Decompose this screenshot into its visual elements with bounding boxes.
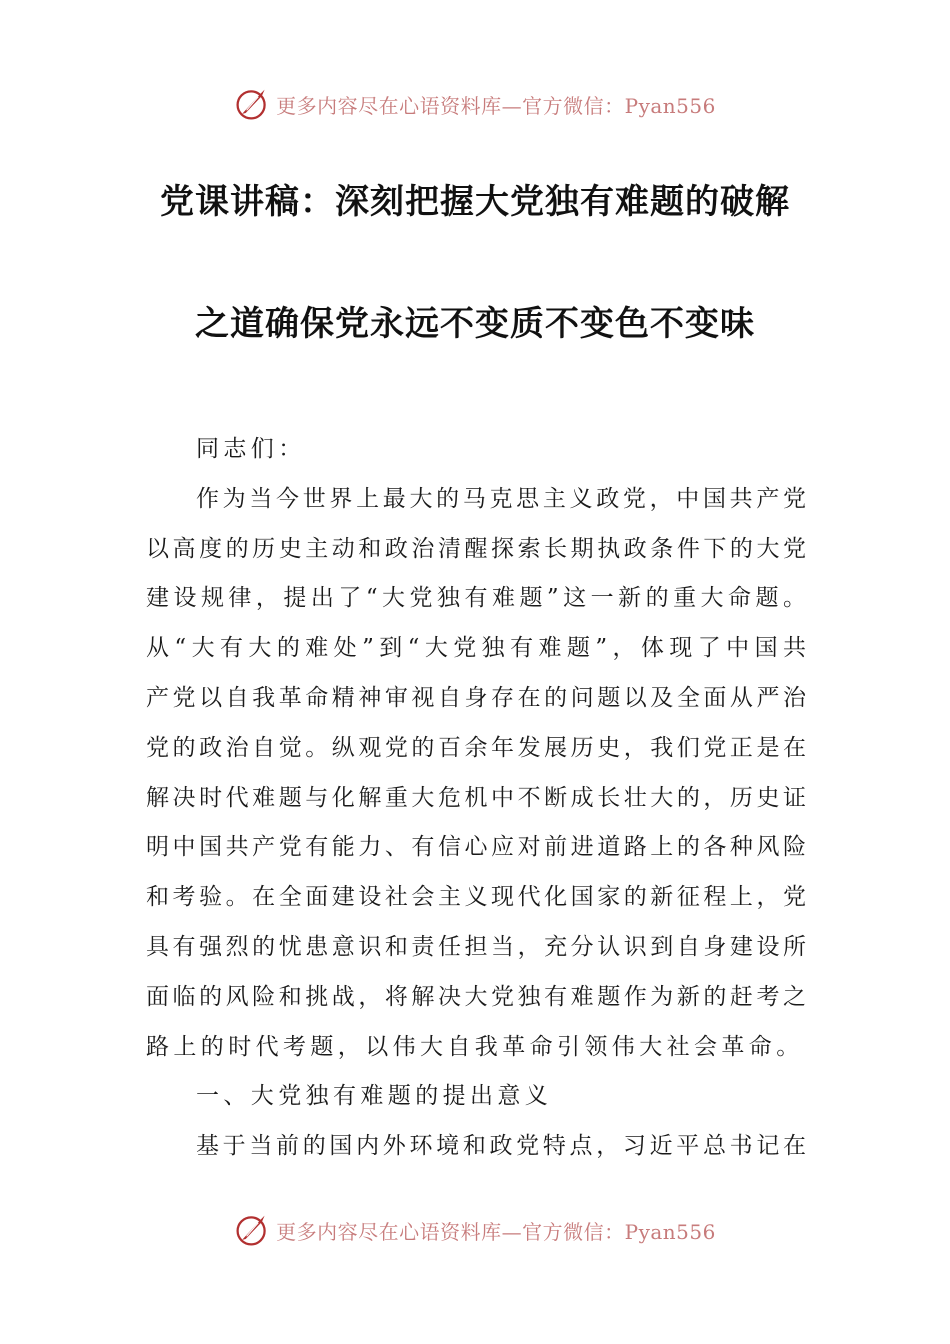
paragraph-line: 以高度的历史主动和政治清醒探索长期执政条件下的大党 [146,535,806,562]
paragraph-line: 明中国共产党有能力、有信心应对前进道路上的各种风险 [146,834,806,861]
paragraph-line: 从“大有大的难处”到“大党独有难题”，体现了中国共 [146,635,806,662]
section-heading: 一、大党独有难题的提出意义 [196,1083,553,1110]
document-title-line-1: 党课讲稿：深刻把握大党独有难题的破解 [160,182,790,222]
header-watermark [0,82,950,126]
quill-logo-icon [234,1212,270,1248]
footer-watermark [0,1208,950,1252]
paragraph-line: 党的政治自觉。纵观党的百余年发展历史，我们党正是在 [146,734,806,761]
paragraph-line: 具有强烈的忧患意识和责任担当，充分认识到自身建设所 [146,933,806,960]
paragraph-line: 基于当前的国内外环境和政党特点，习近平总书记在 [196,1133,806,1160]
paragraph-line: 产党以自我革命精神审视自身存在的问题以及全面从严治 [146,684,806,711]
paragraph-line: 解决时代难题与化解重大危机中不断成长壮大的，历史证 [146,784,806,811]
document-body [146,430,806,1177]
salutation: 同志们： [196,436,306,462]
quill-logo-icon [234,86,270,122]
document-title-line-2: 之道确保党永远不变质不变色不变味 [195,304,755,344]
paragraph-line: 作为当今世界上最大的马克思主义政党，中国共产党 [196,485,806,512]
watermark-text: 更多内容尽在心语资料库—官方微信：Pyan556 [276,93,716,118]
paragraph-line: 和考验。在全面建设社会主义现代化国家的新征程上，党 [146,884,806,911]
watermark-text: 更多内容尽在心语资料库—官方微信：Pyan556 [276,1219,716,1244]
paragraph-line: 路上的时代考题，以伟大自我革命引领伟大社会革命。 [146,1033,804,1060]
paragraph-line: 面临的风险和挑战，将解决大党独有难题作为新的赶考之 [146,983,806,1010]
paragraph-line: 建设规律，提出了“大党独有难题”这一新的重大命题。 [146,585,806,612]
